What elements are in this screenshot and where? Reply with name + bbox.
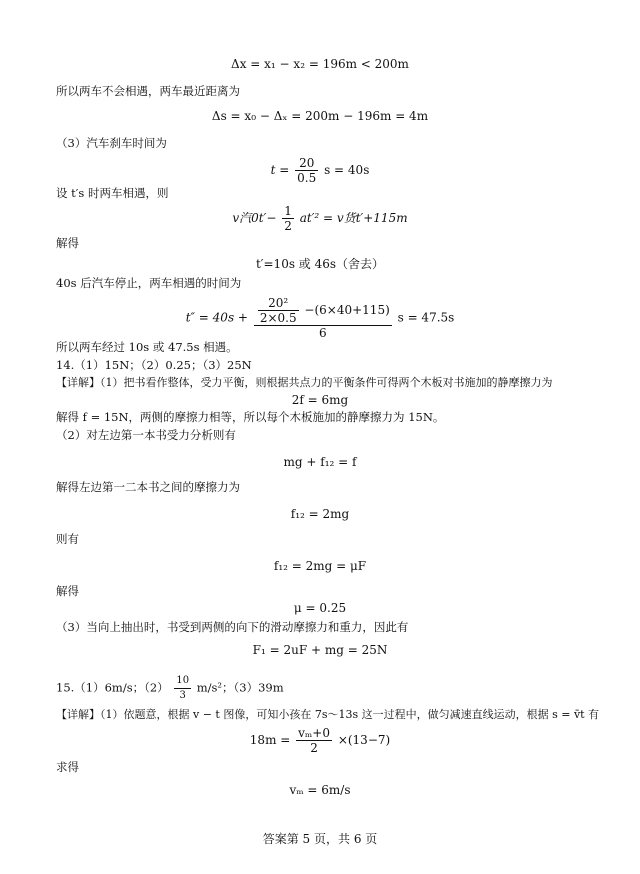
equation-2f: 2f = 6mg xyxy=(291,393,349,407)
numerator-rest: −(6×40+115) xyxy=(304,303,390,317)
inner-denominator: 2×0.5 xyxy=(259,311,297,325)
fraction xyxy=(254,296,392,340)
equation-f12: f₁₂ = 2mg xyxy=(290,507,350,521)
text-line: 40s 后汽车停止，两车相遇的时间为 xyxy=(56,276,242,290)
eq-left: v汽0t′− xyxy=(232,211,277,225)
equation-mu: μ = 0.25 xyxy=(293,601,347,615)
text-line: 设 t′s 时两车相遇，则 xyxy=(56,186,169,200)
inner-fraction xyxy=(258,296,299,325)
eq-left: 18m = xyxy=(249,733,291,747)
text-line: 解得 f = 15N，两侧的摩擦力相等，所以每个木板施加的静摩擦力为 15N。 xyxy=(56,410,445,424)
fraction-denominator: 3 xyxy=(179,690,186,701)
fraction-denominator: 0.5 xyxy=(297,171,317,185)
eq-left: t″ = 40s + xyxy=(185,310,248,325)
text-line: （3）当向上抽出时，书受到两侧的向下的滑动摩擦力和重力，因此有 xyxy=(56,620,409,634)
eq-right: s = 47.5s xyxy=(397,310,455,325)
question-14-answers: 14.（1）15N；（2）0.25；（3）25N xyxy=(56,358,252,372)
text-line: 求得 xyxy=(56,760,79,774)
text-line: （2）对左边第一本书受力分析则有 xyxy=(56,428,236,442)
fraction-denominator: 2 xyxy=(284,219,292,233)
fraction xyxy=(296,726,332,755)
equation-brake-time xyxy=(0,156,640,185)
equation-delta-x: Δx = x₁ − x₂ = 196m < 200m xyxy=(231,57,409,71)
text-line: 则有 xyxy=(56,532,79,546)
equation-meet-time xyxy=(0,296,640,340)
text-line: 【详解】（1）依题意，根据 v − t 图像，可知小孩在 7s～13s 这一过程中，做匀减速直线运动，根据 s = v̄t 有 xyxy=(56,708,600,721)
inner-numerator: 20² xyxy=(258,296,299,311)
fraction-numerator: 20 xyxy=(295,156,318,171)
text-line: 所以两车不会相遇，两车最近距离为 xyxy=(56,84,240,98)
equation-F1: F₁ = 2uF + mg = 25N xyxy=(252,643,388,657)
text-line: 解得 xyxy=(56,236,79,250)
text-line: 所以两车经过 10s 或 47.5s 相遇。 xyxy=(56,340,238,354)
fraction xyxy=(295,156,318,185)
fraction-numerator: vₘ+0 xyxy=(298,726,330,740)
eq-right: ×(13−7) xyxy=(337,733,391,747)
fraction-denominator: 6 xyxy=(318,326,327,340)
equation-vm: vₘ = 6m/s xyxy=(289,783,351,797)
page-footer: 答案第 5 页，共 6 页 xyxy=(262,832,378,846)
text-line: 【详解】（1）把书看作整体，受力平衡，则根据共点力的平衡条件可得两个木板对书施加的静摩擦力为 xyxy=(56,376,553,389)
text-line: 解得 xyxy=(56,584,79,598)
answer-pre: 15.（1）6m/s；（2） xyxy=(56,680,169,695)
equation-meet xyxy=(0,204,640,233)
fraction-numerator: 1 xyxy=(284,204,292,218)
equation-delta-s: Δs = x₀ − Δₓ = 200m − 196m = 4m xyxy=(211,109,429,123)
text-line: 解得左边第一二本书之间的摩擦力为 xyxy=(56,480,240,494)
fraction xyxy=(282,204,294,233)
fraction-numerator xyxy=(254,296,392,326)
equation-mg-f12: mg + f₁₂ = f xyxy=(283,455,357,469)
equation-mu-F: f₁₂ = 2mg = μF xyxy=(273,559,367,573)
answer-post: m/s²；（3）39m xyxy=(196,680,284,695)
fraction-numerator: 10 xyxy=(174,674,191,689)
eq-right: at′² = v货t′+115m xyxy=(299,211,408,225)
eq-left: t = xyxy=(270,163,290,177)
text-line: （3）汽车刹车时间为 xyxy=(56,136,167,150)
fraction xyxy=(174,674,191,703)
equation-solution-t: t′=10s 或 46s（舍去） xyxy=(255,257,385,271)
equation-18m xyxy=(0,726,640,755)
question-15-answers xyxy=(56,674,284,703)
fraction-denominator: 2 xyxy=(310,741,318,755)
eq-right: s = 40s xyxy=(324,163,370,177)
